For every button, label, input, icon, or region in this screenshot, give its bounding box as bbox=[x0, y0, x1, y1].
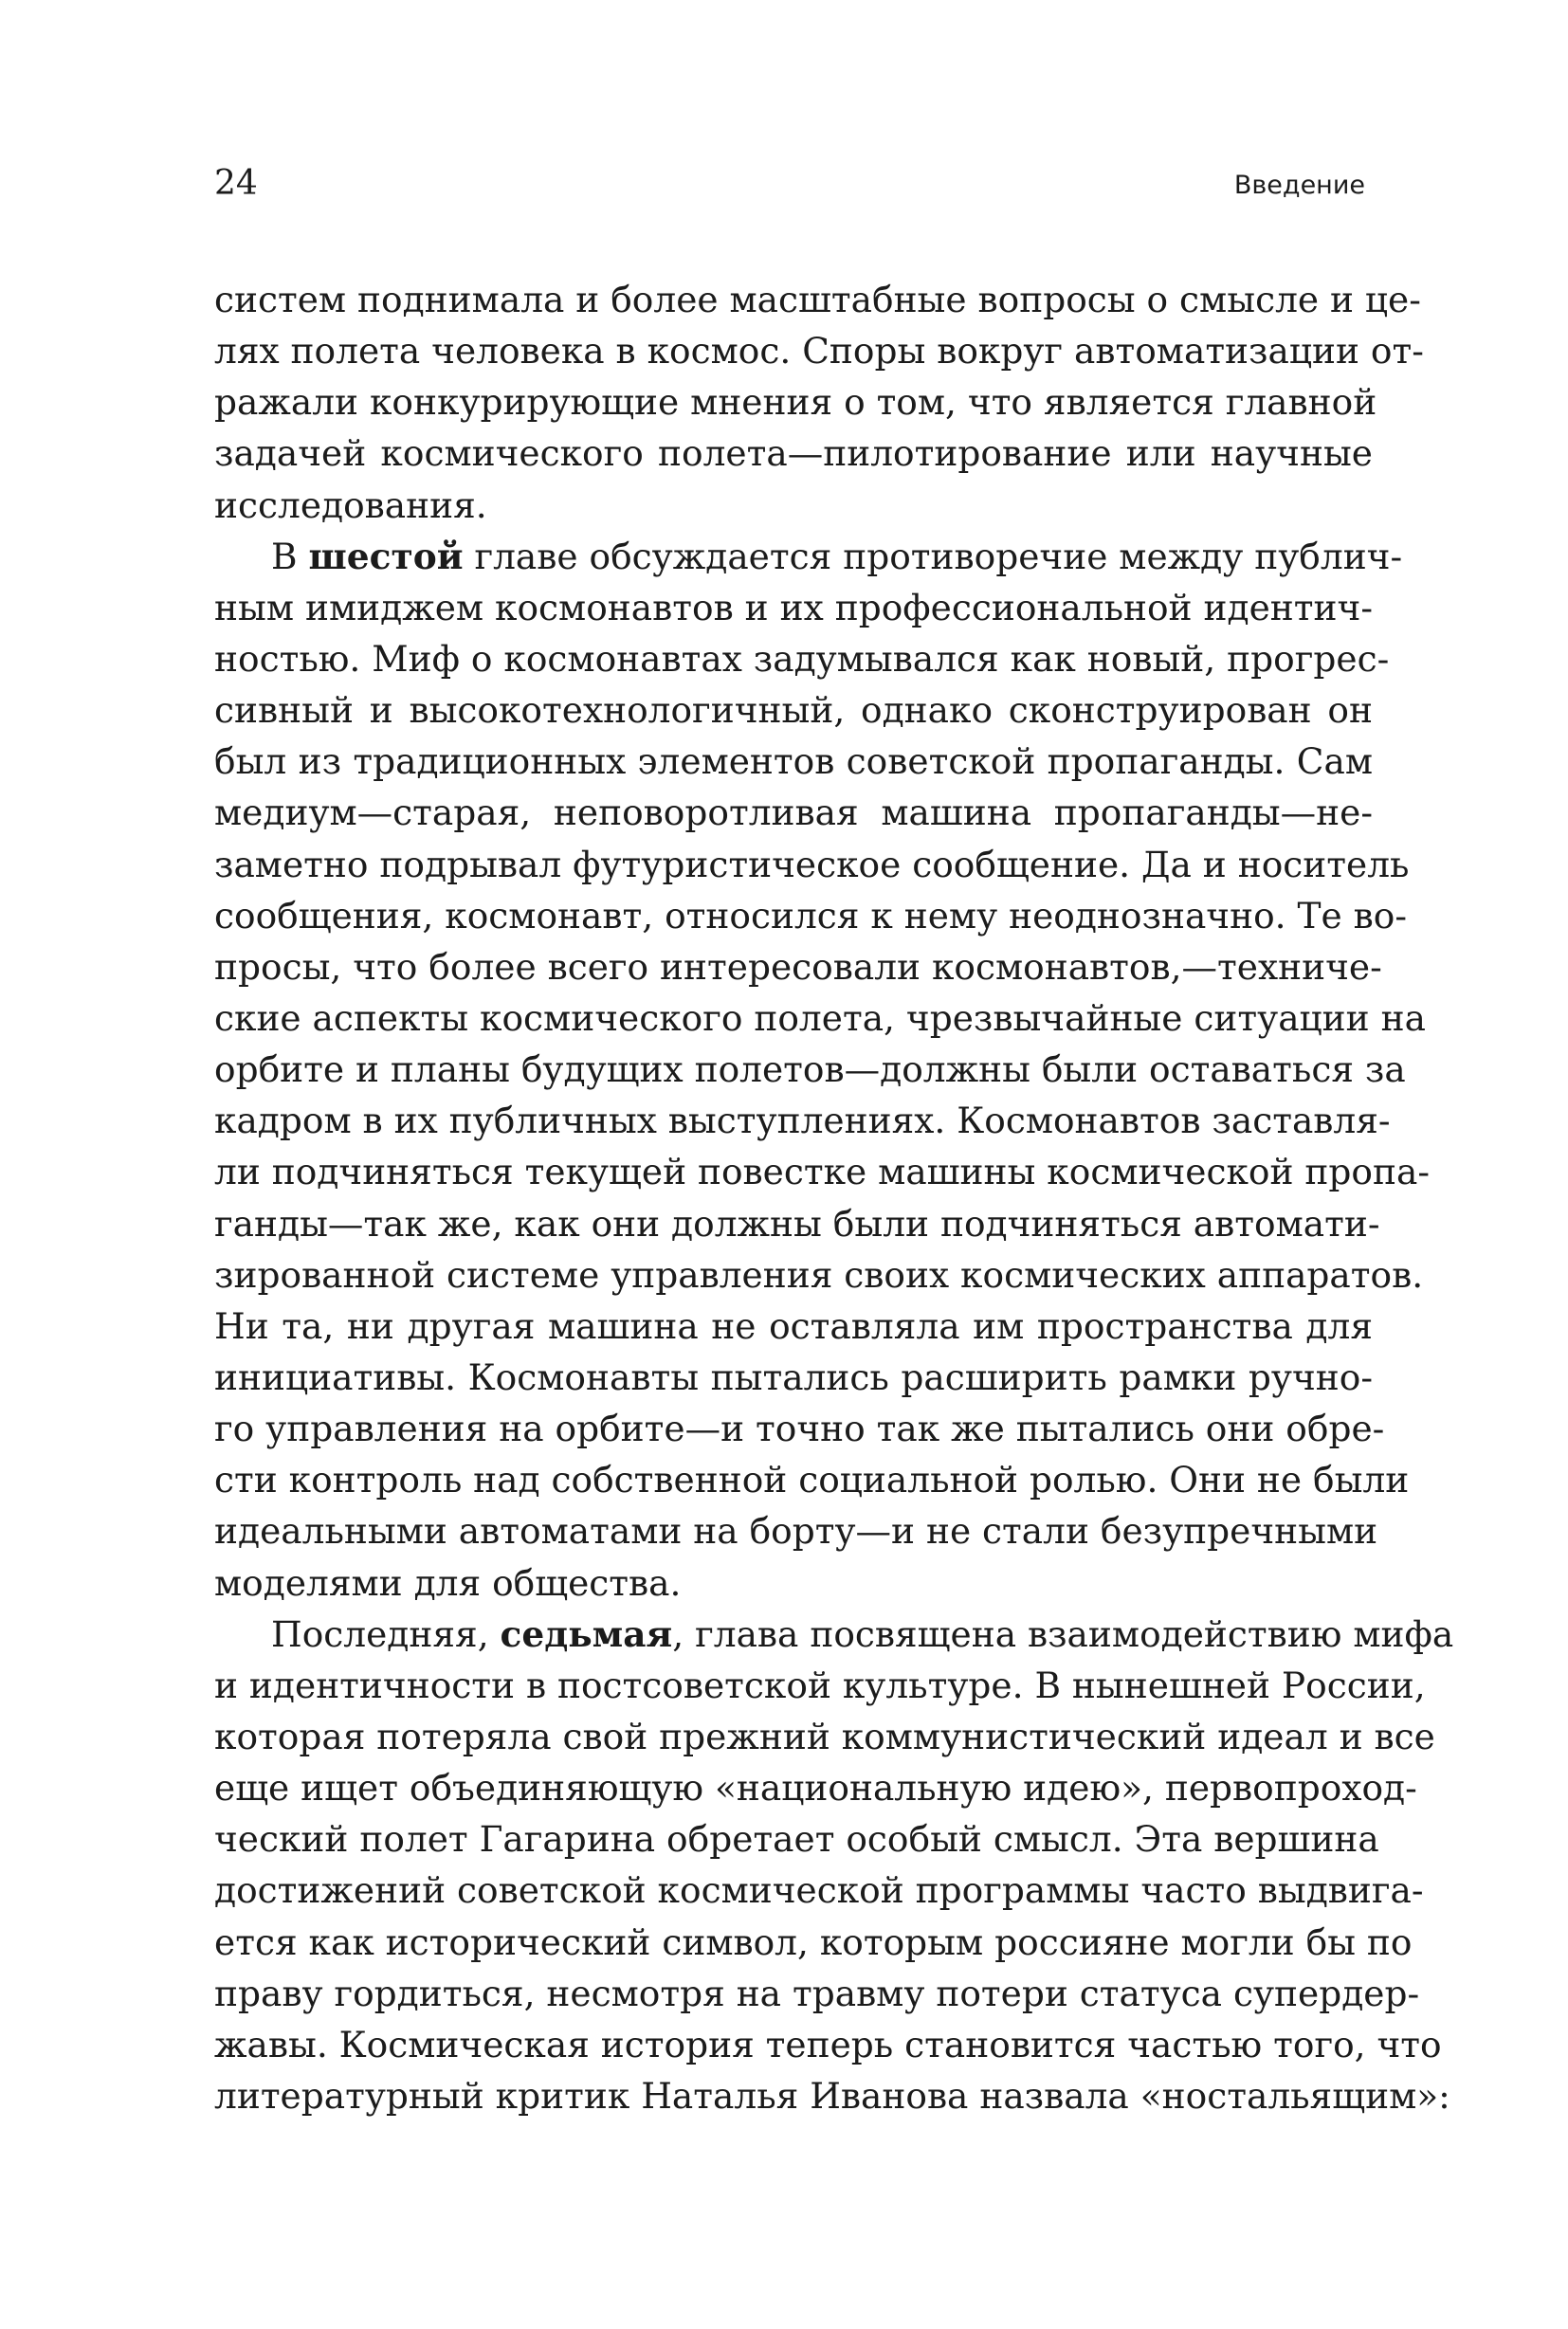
text-line bbox=[214, 1044, 1406, 1095]
running-section-title: Введение bbox=[1233, 171, 1365, 200]
text-run: ские аспекты космического полета, чрезвычайные ситуации на bbox=[214, 996, 1426, 1039]
text-line bbox=[214, 376, 1377, 428]
text-run: орбите и планы будущих полетов—должны были оставаться за bbox=[214, 1048, 1406, 1091]
text-run: идеальными автоматами на борту—и не стали безупречными bbox=[214, 1510, 1378, 1553]
text-run: го управления на орбите—и точно так же пытались они обре- bbox=[214, 1408, 1385, 1450]
paragraph bbox=[214, 1609, 1454, 2121]
text-run: Последняя, bbox=[271, 1612, 501, 1655]
text-line bbox=[214, 1403, 1385, 1454]
text-run: жавы. Космическая история теперь становится частью того, что bbox=[214, 2023, 1442, 2065]
text-line bbox=[214, 1454, 1410, 1505]
text-line bbox=[214, 633, 1390, 684]
text-run: ческий полет Гагарина обретает особый смысл. Эта вершина bbox=[214, 1818, 1379, 1861]
text-line bbox=[214, 325, 1424, 376]
text-line bbox=[214, 1505, 1378, 1556]
text-run: систем поднимала и более масштабные вопросы о смысле и це- bbox=[214, 279, 1421, 320]
text-run: ражали конкурирующие мнения о том, что является главной bbox=[214, 381, 1377, 424]
text-line bbox=[214, 1352, 1373, 1403]
text-run: кадром в их публичных выступлениях. Космонавтов заставля- bbox=[214, 1100, 1391, 1142]
text-run: Ни та, ни другая машина не оставляла им пространства для bbox=[214, 1304, 1373, 1347]
text-run: ным имиджем космонавтов и их профессиональной идентич- bbox=[214, 586, 1373, 628]
text-line bbox=[214, 1198, 1380, 1249]
page-number: 24 bbox=[214, 164, 258, 203]
text-line bbox=[214, 839, 1410, 890]
text-line bbox=[214, 1917, 1413, 1968]
text-line bbox=[214, 428, 1373, 479]
text-run: ностью. Миф о космонавтах задумывался как новый, прогрес- bbox=[214, 637, 1390, 680]
running-head bbox=[214, 163, 1373, 205]
text-line bbox=[214, 1762, 1417, 1813]
text-run: сивный и высокотехнологичный, однако сконструирован он bbox=[214, 689, 1373, 732]
text-run: и идентичности в постсоветской культуре. В нынешней России, bbox=[214, 1664, 1426, 1706]
text-line bbox=[214, 274, 1421, 325]
text-line bbox=[214, 1609, 1454, 1660]
text-line bbox=[214, 890, 1407, 941]
text-line bbox=[214, 684, 1373, 736]
text-run: моделями для общества. bbox=[214, 1561, 682, 1604]
bold-chapter-ordinal: седьмая bbox=[500, 1612, 673, 1655]
text-run: заметно подрывал футуристическое сообщение. Да и носитель bbox=[214, 843, 1410, 885]
text-line bbox=[214, 941, 1382, 992]
bold-chapter-ordinal: шестой bbox=[308, 535, 464, 577]
text-line bbox=[214, 1968, 1420, 2019]
text-line bbox=[214, 480, 1373, 531]
text-run: инициативы. Космонавты пытались расширить рамки ручно- bbox=[214, 1356, 1373, 1398]
text-line bbox=[214, 1660, 1426, 1711]
text-run: которая потеряла свой прежний коммунистический идеал и все bbox=[214, 1715, 1435, 1757]
text-run: ется как исторический символ, которым россияне могли бы по bbox=[214, 1920, 1413, 1963]
text-line bbox=[214, 2019, 1442, 2070]
text-run: литературный критик Наталья Иванова назвала «ностальящим»: bbox=[214, 2074, 1450, 2117]
text-line bbox=[214, 1301, 1373, 1352]
text-run: , глава посвящена взаимодействию мифа bbox=[672, 1612, 1454, 1655]
text-line bbox=[214, 1813, 1379, 1865]
text-line bbox=[214, 531, 1403, 582]
paragraph bbox=[214, 274, 1424, 531]
text-run: ли подчиняться текущей повестке машины космической пропа- bbox=[214, 1151, 1430, 1193]
text-run: был из традиционных элементов советской пропаганды. Сам bbox=[214, 740, 1373, 783]
text-run: задачей космического полета—пилотирование или научные bbox=[214, 432, 1373, 475]
text-run: еще ищет объединяющую «национальную идею», первопроход- bbox=[214, 1767, 1417, 1810]
text-line bbox=[214, 1146, 1430, 1197]
text-run: сти контроль над собственной социальной ролью. Они не были bbox=[214, 1459, 1410, 1501]
text-run: сообщения, космонавт, относился к нему неоднозначно. Те во- bbox=[214, 894, 1407, 937]
text-run: лях полета человека в космос. Споры вокруг автоматизации от- bbox=[214, 330, 1424, 373]
text-line bbox=[214, 992, 1426, 1044]
text-run: праву гордиться, несмотря на травму потери статуса супердер- bbox=[214, 1972, 1420, 2014]
text-run: исследования. bbox=[214, 483, 487, 526]
text-line bbox=[214, 582, 1373, 633]
text-line bbox=[214, 787, 1373, 838]
text-run: ганды—так же, как они должны были подчиняться автомати- bbox=[214, 1202, 1380, 1245]
text-run: достижений советской космической программы часто выдвига- bbox=[214, 1869, 1424, 1912]
text-run: просы, что более всего интересовали космонавтов,—техниче- bbox=[214, 945, 1382, 988]
body-text bbox=[214, 274, 1454, 2121]
text-run: зированной системе управления своих космических аппаратов. bbox=[214, 1253, 1424, 1296]
text-line bbox=[214, 1711, 1435, 1762]
text-line bbox=[214, 736, 1373, 787]
paragraph bbox=[214, 531, 1430, 1609]
text-run: главе обсуждается противоречие между публич- bbox=[463, 535, 1403, 577]
text-line bbox=[214, 1095, 1391, 1146]
text-run: медиум—старая, неповоротливая машина пропаганды—не- bbox=[214, 791, 1373, 834]
text-line bbox=[214, 1249, 1424, 1301]
text-line bbox=[214, 1865, 1424, 1916]
text-run: В bbox=[271, 535, 309, 577]
text-line bbox=[214, 2070, 1450, 2121]
text-line bbox=[214, 1557, 1373, 1609]
